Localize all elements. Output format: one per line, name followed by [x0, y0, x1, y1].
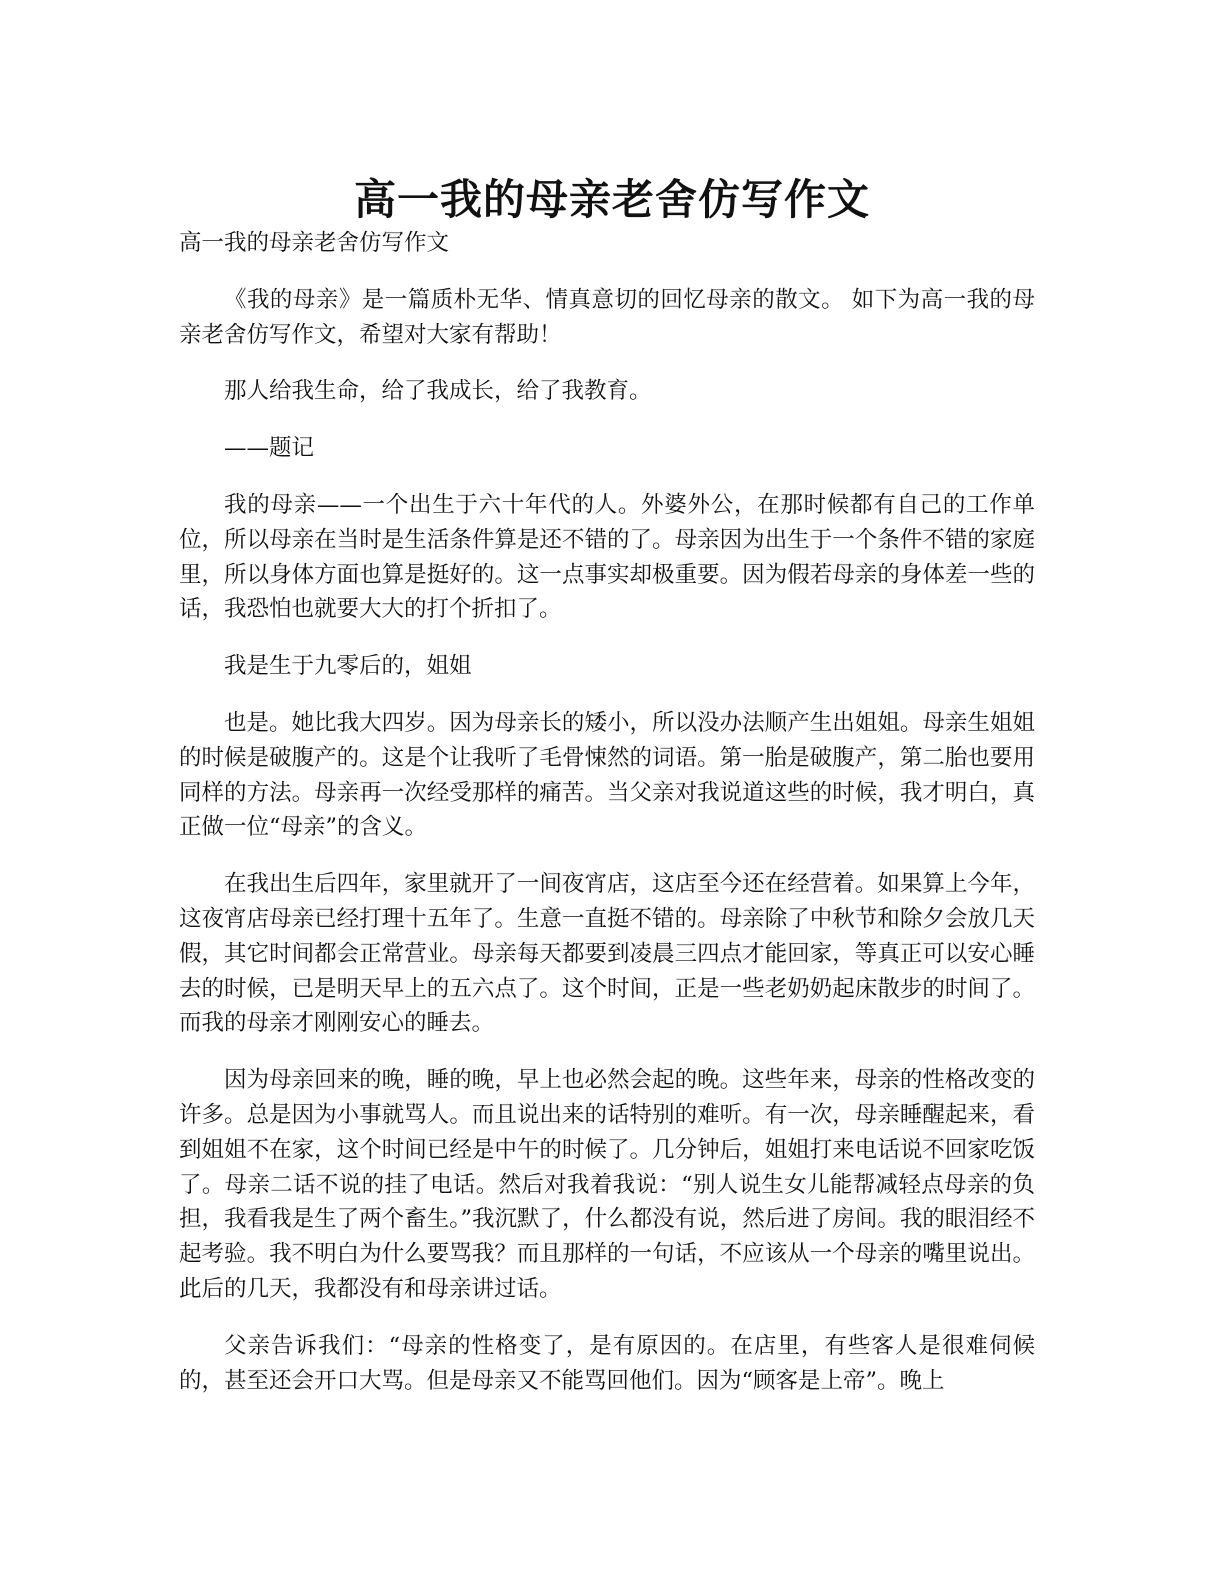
- paragraph: 父亲告诉我们：“母亲的性格变了，是有原因的。在店里，有些客人是很难伺候的，甚至还会开口大骂。但是母亲又不能骂回他们。因为“顾客是上帝”。晚上: [179, 1332, 1035, 1394]
- document-title: 高一我的母亲老舍仿写作文: [353, 175, 870, 225]
- paragraph: 也是。她比我大四岁。因为母亲长的矮小，所以没办法顺产生出姐姐。母亲生姐姐的时候是破腹产的。这是个让我听了毛骨悚然的词语。第一胎是破腹产，第二胎也要用同样的方法。母亲再一次经受那样的痛苦。当父亲对我说道这些的时候，我才明白，真正做一位“母亲”的含义。: [179, 709, 1035, 841]
- paragraph: 我的母亲——一个出生于六十年代的人。外婆外公，在那时候都有自己的工作单位，所以母亲在当时是生活条件算是还不错的了。母亲因为出生于一个条件不错的家庭里，所以身体方面也算是挺好的。这一点事实却极重要。因为假若母亲的身体差一些的话，我恐怕也就要大大的打个折扣了。: [179, 491, 1035, 623]
- document-body: [179, 226, 1035, 1420]
- paragraph: 在我出生后四年，家里就开了一间夜宵店，这店至今还在经营着。如果算上今年，这夜宵店母亲已经打理十五年了。生意一直挺不错的。母亲除了中秋节和除夕会放几天假，其它时间都会正常营业。母亲每天都要到凌晨三四点才能回家，等真正可以安心睡去的时候，已是明天早上的五六点了。这个时间，正是一些老奶奶起床散步的时间了。而我的母亲才刚刚安心的睡去。: [179, 871, 1035, 1037]
- paragraph: 因为母亲回来的晚，睡的晚，早上也必然会起的晚。这些年来，母亲的性格改变的许多。总是因为小事就骂人。而且说出来的话特别的难听。有一次，母亲睡醒起来，看到姐姐不在家，这个时间已经是中午的时候了。几分钟后，姐姐打来电话说不回家吃饭了。母亲二话不说的挂了电话。然后对我着我说：“别人说生女儿能帮减轻点母亲的负担，我看我是生了两个畜生。”我沉默了，什么都没有说，然后进了房间。我的眼泪经不起考验。我不明白为什么要骂我？而且那样的一句话，不应该从一个母亲的嘴里说出。此后的几天，我都没有和母亲讲过话。: [179, 1067, 1035, 1302]
- paragraph-epigraph: 那人给我生命，给了我成长，给了我教育。: [224, 378, 652, 405]
- paragraph-intro: 《我的母亲》是一篇质朴无华、情真意切的回忆母亲的散文。 如下为高一我的母亲老舍仿写作文，希望对大家有帮助！: [179, 286, 1035, 348]
- document-subtitle: 高一我的母亲老舍仿写作文: [179, 230, 450, 256]
- paragraph-epigraph-attribution: ——题记: [224, 435, 315, 462]
- paragraph: 我是生于九零后的，姐姐: [224, 653, 472, 680]
